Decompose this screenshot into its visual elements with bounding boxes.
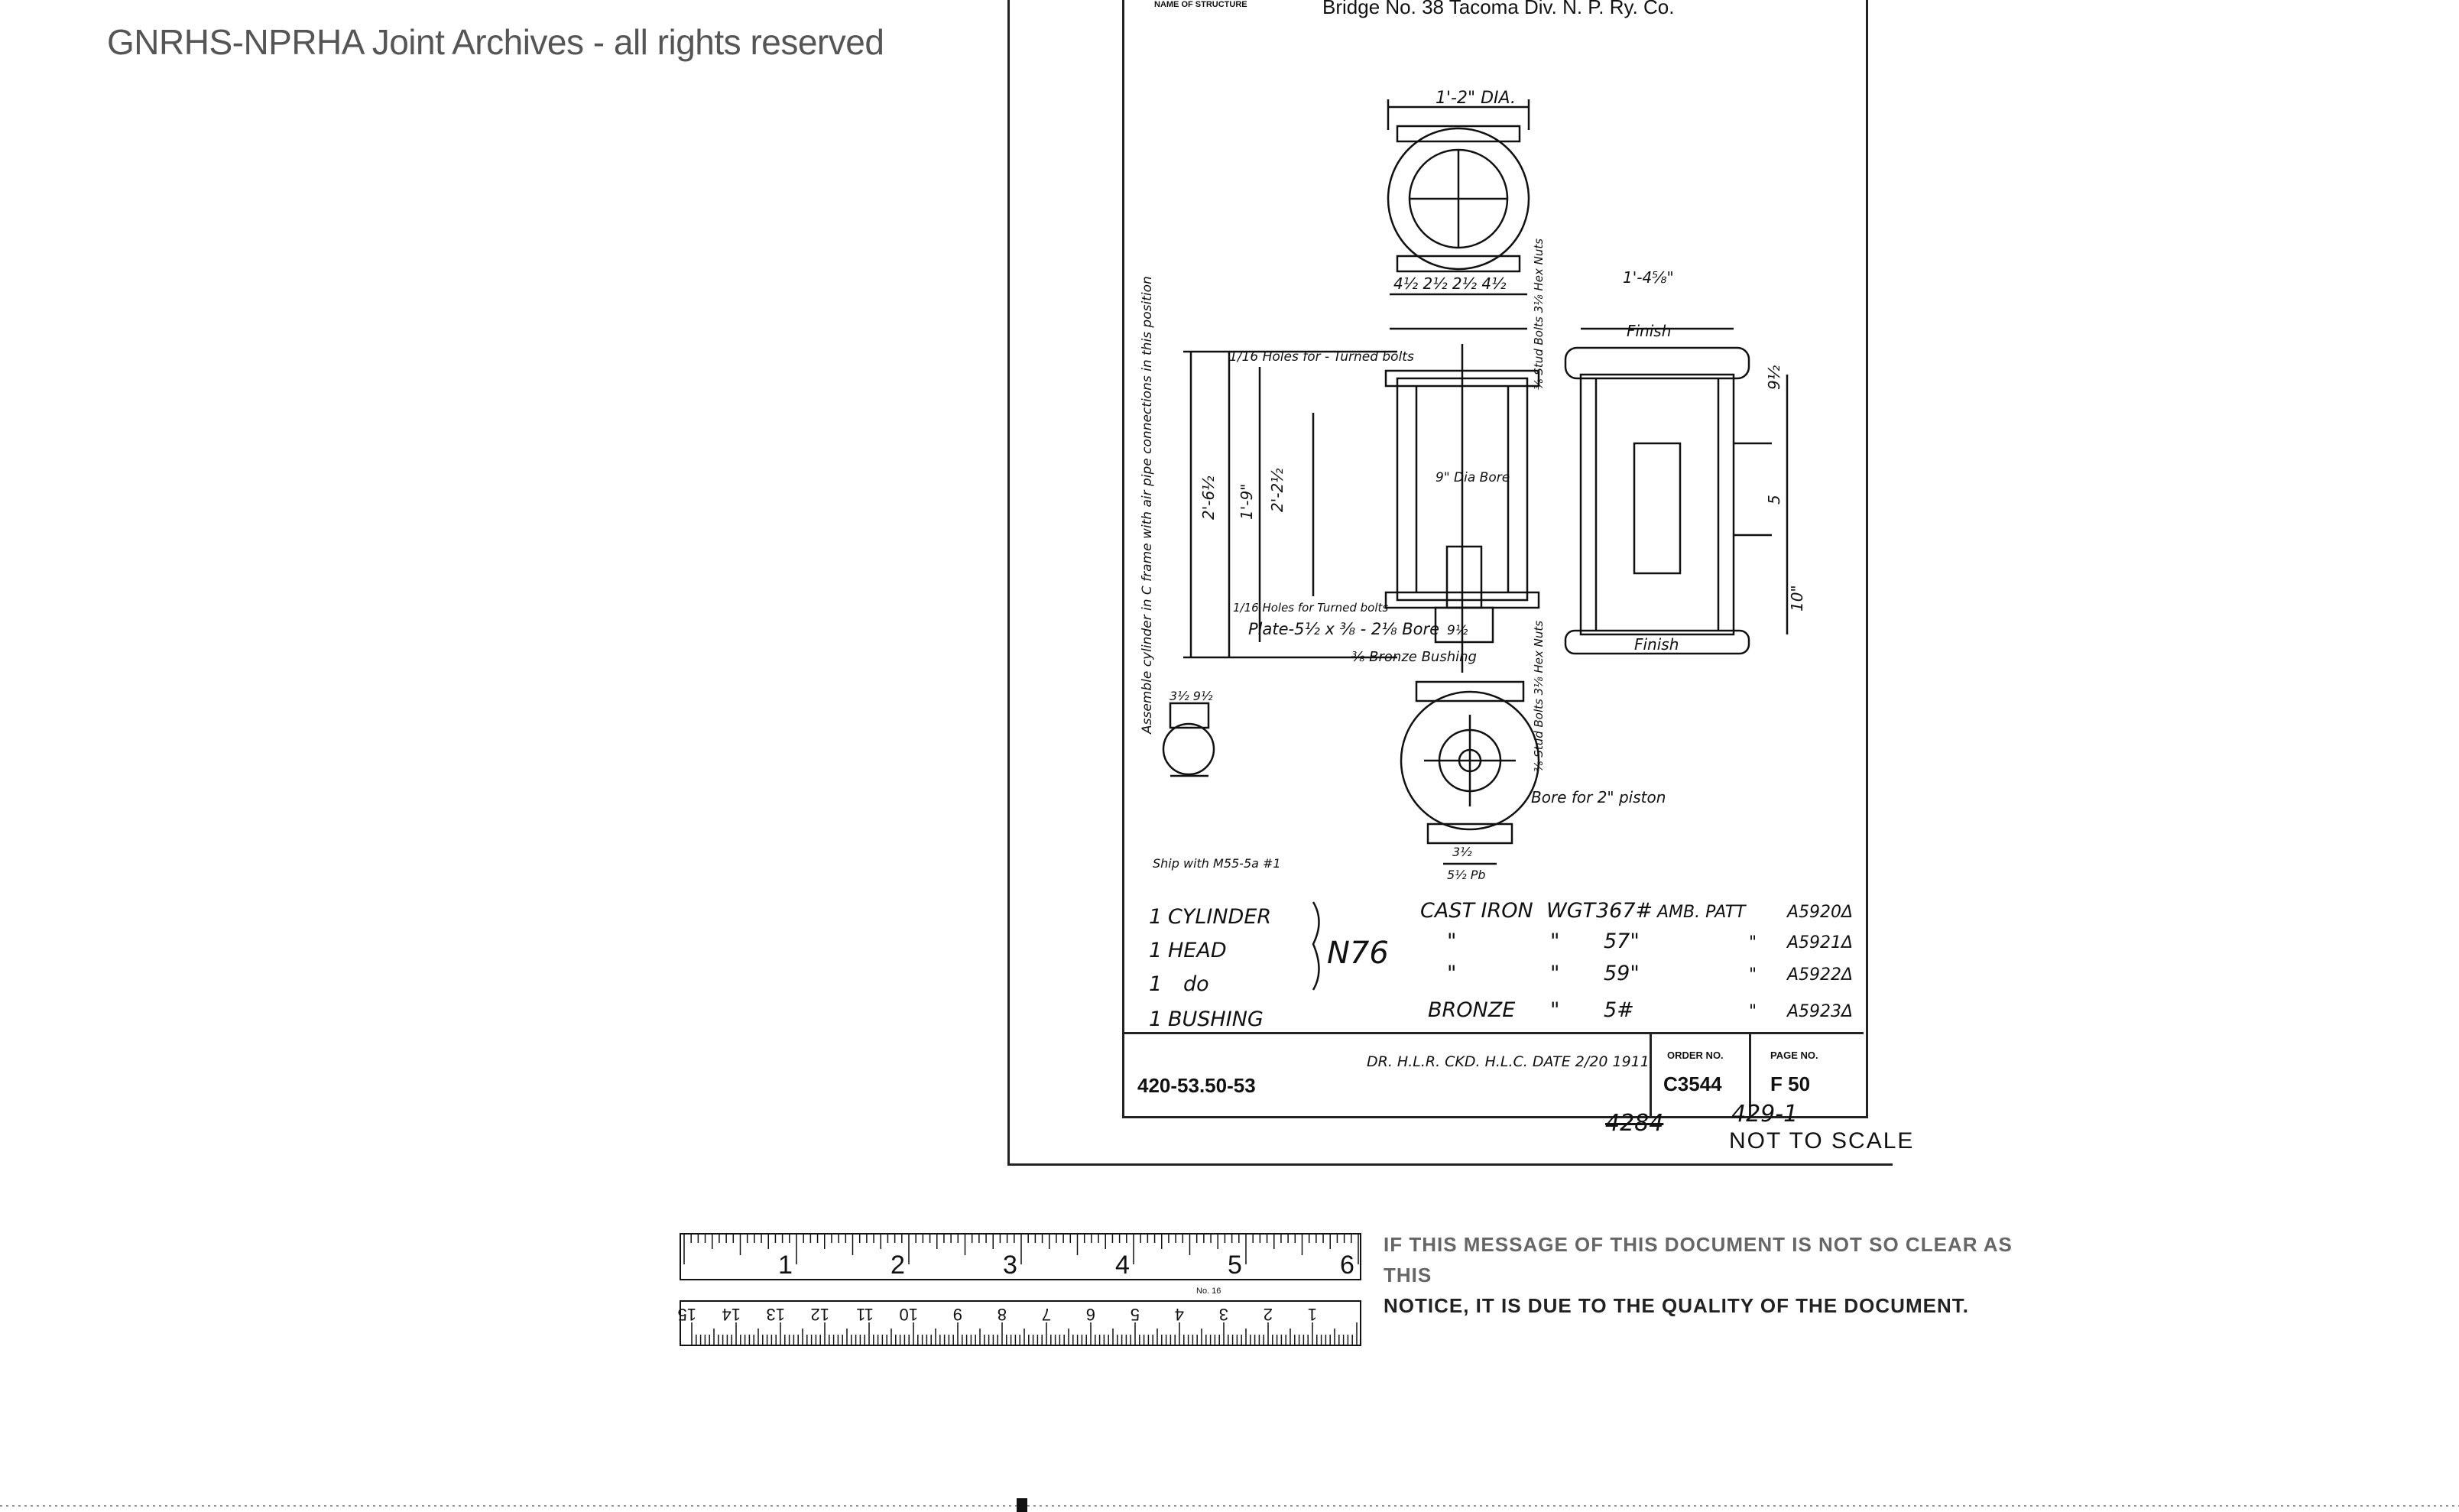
page-label: PAGE NO. bbox=[1770, 1050, 1818, 1061]
drawing-number: 420-53.50-53 bbox=[1137, 1074, 1256, 1097]
bom-material-3: " bbox=[1447, 962, 1457, 985]
bom-material-4: BRONZE bbox=[1428, 998, 1516, 1022]
structure-label: NAME OF STRUCTURE bbox=[1154, 0, 1247, 9]
cm-mark: 3 bbox=[1218, 1305, 1228, 1324]
bom-qty-3: 1 bbox=[1149, 972, 1163, 996]
bom-wgt-2: 57" bbox=[1604, 930, 1640, 953]
bom-qty-2: 1 bbox=[1149, 939, 1163, 962]
dim-left-1: 2'-6½ bbox=[1199, 475, 1218, 520]
dim-right-2: 5 bbox=[1765, 495, 1783, 505]
bom-wgt-label-3: " bbox=[1550, 962, 1560, 985]
bom-qty-1: 1 bbox=[1149, 905, 1163, 929]
bom-wgt-label-4: " bbox=[1550, 998, 1560, 1022]
assemble-note: Assemble cylinder in C frame with air pipe connections in this position bbox=[1140, 276, 1155, 734]
bom-item-2: HEAD bbox=[1168, 939, 1227, 962]
dia-label: 1'-2" DIA. bbox=[1435, 89, 1516, 108]
holes-bottom-label: 1/16 Holes for Turned bolts bbox=[1233, 601, 1389, 615]
bom-material-1: CAST IRON bbox=[1420, 899, 1533, 923]
bom-patt-2: A5921Δ bbox=[1787, 933, 1854, 952]
inch-mark-3: 3 bbox=[1003, 1251, 1017, 1280]
archive-watermark: GNRHS-NPRHA Joint Archives - all rights reserved bbox=[107, 22, 884, 62]
order-value: C3544 bbox=[1663, 1072, 1722, 1095]
plate-label: Plate-5½ x ⅜ - 2⅛ Bore bbox=[1248, 620, 1440, 638]
dim-right-1: 9½ bbox=[1765, 365, 1783, 390]
bottom-dim-label: 9½ bbox=[1447, 623, 1468, 638]
scan-edge-strip bbox=[0, 1498, 2459, 1512]
bom-item-4: BUSHING bbox=[1168, 1007, 1264, 1031]
side-view-body bbox=[1581, 375, 1734, 634]
cm-mark: 13 bbox=[766, 1305, 785, 1324]
holes-top-label: 1/16 Holes for - Turned bolts bbox=[1229, 349, 1414, 365]
dim-left-2: 1'-9" bbox=[1238, 483, 1256, 520]
inch-mark-2: 2 bbox=[890, 1251, 905, 1280]
scale-ruler bbox=[677, 1234, 1368, 1348]
inch-mark-1: 1 bbox=[778, 1251, 793, 1280]
signoff-line: DR. H.L.R. CKD. H.L.C. DATE 2/20 1911 bbox=[1367, 1053, 1650, 1070]
ruler-model: No. 16 bbox=[1196, 1286, 1221, 1296]
bom-patt-label-2: " bbox=[1749, 933, 1757, 952]
cm-mark: 12 bbox=[810, 1305, 829, 1324]
cm-mark: 4 bbox=[1174, 1305, 1184, 1324]
inch-mark-6: 6 bbox=[1340, 1251, 1354, 1280]
inch-mark-4: 4 bbox=[1115, 1251, 1130, 1280]
not-to-scale-label: NOT TO SCALE bbox=[1729, 1128, 1915, 1153]
notice-line-2: NOTICE, IT IS DUE TO THE QUALITY OF THE DOCUMENT. bbox=[1384, 1294, 1969, 1317]
cm-mark: 7 bbox=[1041, 1305, 1051, 1324]
order-label: ORDER NO. bbox=[1667, 1050, 1724, 1061]
bom-wgt-label-2: " bbox=[1550, 930, 1560, 953]
small-dim2-label: 5½ Pb bbox=[1447, 868, 1486, 882]
bore-label: Bore for 2" piston bbox=[1531, 788, 1666, 806]
dim-left-3: 2'-2½ bbox=[1268, 468, 1286, 512]
bore-dia-label: 9" Dia Bore bbox=[1435, 470, 1510, 485]
bom-item-1: CYLINDER bbox=[1168, 905, 1272, 929]
structure-value: Bridge No. 38 Tacoma Div. N. P. Ry. Co. bbox=[1322, 0, 1675, 18]
finish-bottom-label: Finish bbox=[1634, 635, 1679, 654]
bom-material-2: " bbox=[1447, 930, 1457, 953]
cm-mark: 10 bbox=[899, 1305, 918, 1324]
cm-mark: 8 bbox=[997, 1305, 1007, 1324]
cylinder-technical-drawing bbox=[1122, 46, 1864, 1032]
bom-wgt-label-1: WGT bbox=[1546, 899, 1596, 923]
bom-patt-1: A5920Δ bbox=[1787, 903, 1854, 922]
handwritten-number: 429-1 bbox=[1731, 1101, 1799, 1128]
bom-qty-4: 1 bbox=[1149, 1007, 1163, 1031]
cm-mark: 2 bbox=[1263, 1305, 1273, 1324]
dim-right-3: 10" bbox=[1788, 585, 1806, 612]
struck-number: 4284 bbox=[1605, 1110, 1664, 1137]
finish-top-label: Finish bbox=[1627, 322, 1672, 340]
dim-row-label: 4½ 2½ 2½ 4½ bbox=[1393, 274, 1507, 293]
ship-note: Ship with M55-5a #1 bbox=[1153, 856, 1281, 871]
left-small-label: 3½ 9½ bbox=[1169, 689, 1213, 703]
bom-wgt-1: 367# bbox=[1596, 899, 1653, 923]
cm-mark: 9 bbox=[952, 1305, 962, 1324]
bom-patt-label-4: " bbox=[1749, 1002, 1757, 1021]
bom-patt-label-1: AMB. PATT bbox=[1657, 903, 1746, 922]
page-value: F 50 bbox=[1770, 1072, 1811, 1095]
bom-patt-4: A5923Δ bbox=[1787, 1002, 1854, 1021]
quality-notice bbox=[1384, 1229, 2033, 1317]
side-width-label: 1'-4⅝" bbox=[1623, 268, 1674, 287]
cm-mark: 14 bbox=[722, 1305, 741, 1324]
bronze-label: ⅜ Bronze Bushing bbox=[1351, 649, 1477, 665]
bom-group-code: N76 bbox=[1327, 936, 1389, 971]
bom-item-3: do bbox=[1183, 972, 1209, 996]
cm-mark: 1 bbox=[1307, 1305, 1317, 1324]
cm-mark: 11 bbox=[856, 1305, 874, 1324]
bom-patt-label-3: " bbox=[1749, 965, 1757, 985]
cm-mark: 15 bbox=[677, 1305, 696, 1324]
stud-bottom-label: ⅜ Stud Bolts 3⅛ Hex Nuts bbox=[1532, 620, 1546, 772]
bom-wgt-4: 5# bbox=[1604, 998, 1634, 1022]
bom-patt-3: A5922Δ bbox=[1787, 965, 1854, 985]
cm-mark: 6 bbox=[1085, 1305, 1095, 1324]
small-dim-label: 3½ bbox=[1452, 845, 1472, 859]
inch-mark-5: 5 bbox=[1228, 1251, 1242, 1280]
notice-line-1: IF THIS MESSAGE OF THIS DOCUMENT IS NOT SO CLEAR AS THIS bbox=[1384, 1233, 2013, 1286]
bom-wgt-3: 59" bbox=[1604, 962, 1640, 985]
stud-top-label: ⅜ Stud Bolts 3⅛ Hex Nuts bbox=[1532, 238, 1546, 390]
detail-view bbox=[1163, 724, 1214, 774]
cm-mark: 5 bbox=[1130, 1305, 1140, 1324]
